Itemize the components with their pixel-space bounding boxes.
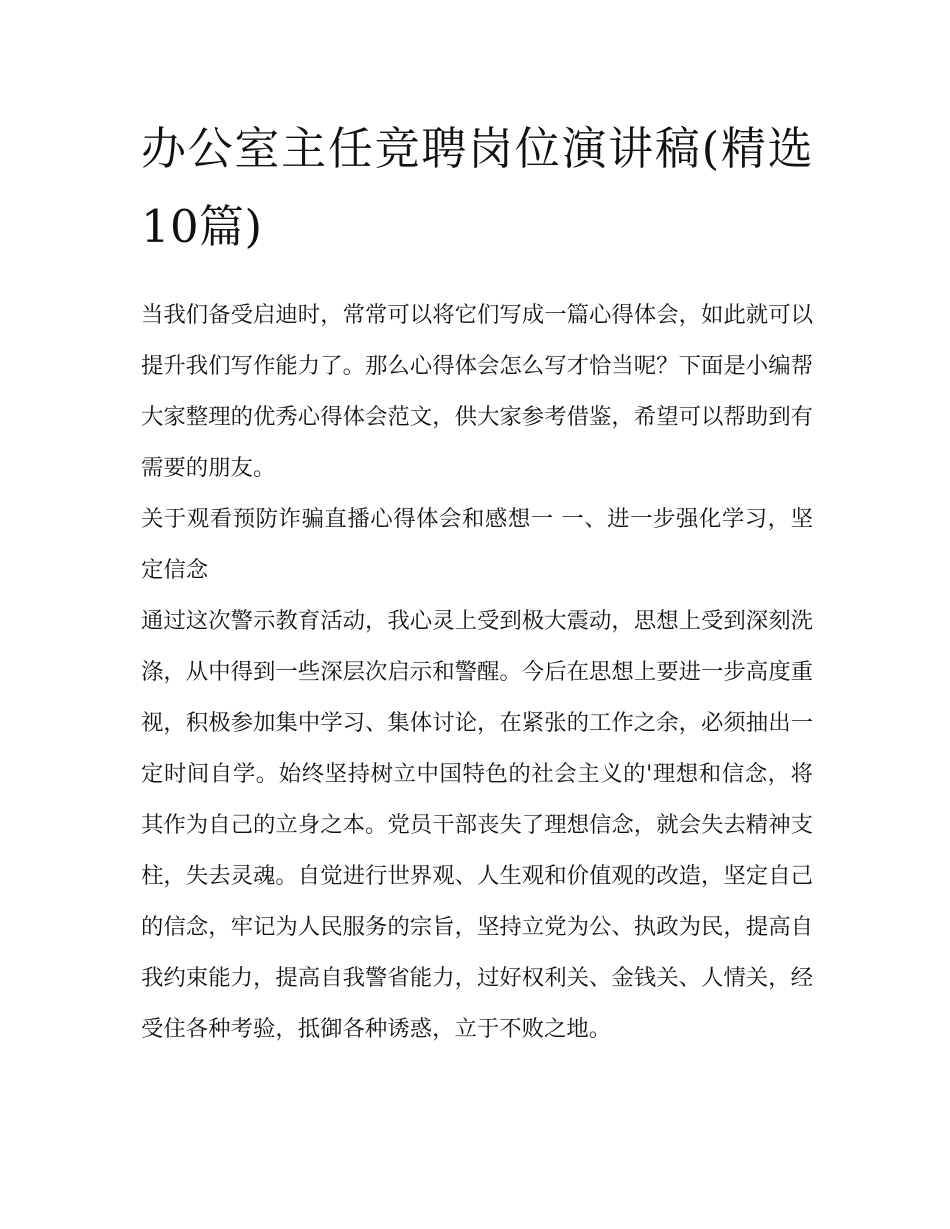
document-body <box>141 290 813 1055</box>
intro-paragraph: 当我们备受启迪时，常常可以将它们写成一篇心得体会，如此就可以提升我们写作能力了。那么心得体会怎么写才恰当呢？下面是小编帮大家整理的优秀心得体会范文，供大家参考借鉴，希望可以帮助到有需要的朋友。 <box>141 302 813 481</box>
document-page <box>141 110 813 1055</box>
document-title: 办公室主任竞聘岗位演讲稿(精选10篇) <box>141 122 813 253</box>
section-heading-paragraph: 关于观看预防诈骗直播心得体会和感想一 一、进一步强化学习，坚定信念 <box>141 506 813 583</box>
body-paragraph: 通过这次警示教育活动，我心灵上受到极大震动，思想上受到深刻洗涤，从中得到一些深层次启示和警醒。今后在思想上要进一步高度重视，积极参加集中学习、集体讨论，在紧张的工作之余，必须抽出一定时间自学。始终坚持树立中国特色的社会主义的'理想和信念，将其作为自己的立身之本。党员干部丧失了理想信念，就会失去精神支柱，失去灵魂。自觉进行世界观、人生观和价值观的改造，坚定自己的信念，牢记为人民服务的宗旨，坚持立党为公、执政为民，提高自我约束能力，提高自我警省能力，过好权利关、金钱关、人情关，经受住各种考验，抵御各种诱惑，立于不败之地。 <box>141 608 813 1042</box>
